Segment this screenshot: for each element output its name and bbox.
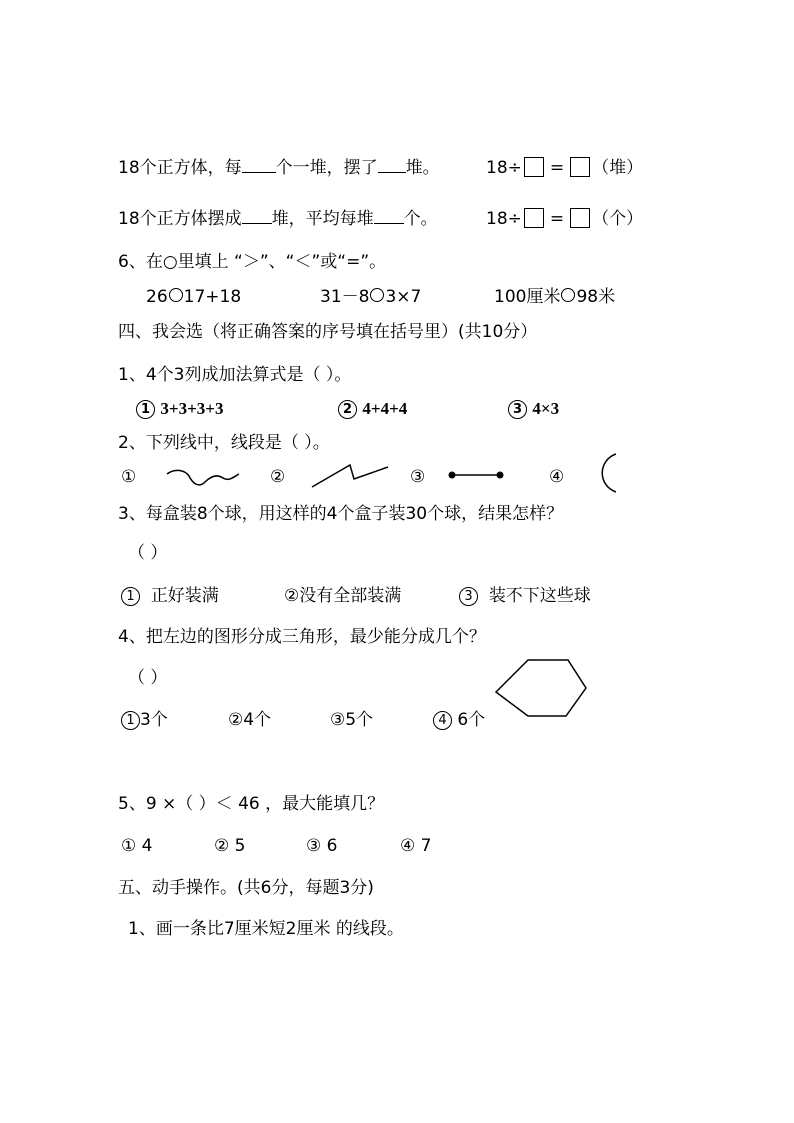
curve-line-figure [165,468,240,492]
s4-q1-stem: 1、4个3列成加法算式是（ ）。 [118,365,352,385]
option-text: 装不下这些球 [488,586,591,606]
left-expr: 100厘米 [494,287,561,307]
s4-q2-option-2[interactable]: ② [270,467,286,487]
option-text: 4×3 [532,399,560,418]
left-expr: 31－8 [320,287,370,307]
text: 个。 [403,209,438,229]
answer-box[interactable] [570,157,590,177]
s4-q4-answer-paren[interactable]: （ ） [128,668,168,688]
option-text: 3+3+3+3 [160,399,224,418]
answer-box[interactable] [570,208,590,228]
option-text: 3个 [140,710,168,730]
text: 堆。 [405,158,440,178]
option-number: 1 [121,587,140,606]
answer-blank[interactable] [374,207,404,224]
division-line-2 [486,207,643,231]
right-expr: 98米 [576,287,616,307]
text: 18÷ [486,158,522,178]
option-text: 6个 [452,710,486,730]
equals: = [549,209,565,229]
compare-item-1 [146,285,241,309]
compare-item-3 [494,285,615,309]
s4-q5-option-2[interactable]: ② 5 [214,836,246,856]
s4-q3-stem: 3、每盒装8个球，用这样的4个盒子装30个球，结果怎样？ [118,504,564,524]
unit: （个） [592,209,644,229]
s4-q5-stem: 5、9 ×（ ）＜ 46 ，最大能填几？ [118,794,385,814]
s4-q4-option-4[interactable] [433,708,485,732]
s4-q2-option-3[interactable]: ③ [410,467,426,487]
s5-q1-stem: 1、画一条比7厘米短2厘米 的线段。 [128,919,404,939]
s4-q2-option-4[interactable]: ④ [549,467,565,487]
s4-q5-option-1[interactable]: ① 4 [121,836,153,856]
s4-q3-answer-paren[interactable]: （ ） [128,543,168,563]
option-text: 正好装满 [150,586,219,606]
text: 18个正方体，每 [118,158,242,178]
answer-blank[interactable] [242,207,272,224]
option-number: 2 [338,400,357,419]
compare-circle[interactable] [561,288,575,302]
s4-q3-option-3[interactable] [459,584,591,608]
compare-circle[interactable] [370,288,384,302]
s4-q4-option-1[interactable] [121,708,168,732]
text: 堆，平均每堆 [271,209,374,229]
s4-q1-option-1[interactable] [136,397,223,421]
option-number: 3 [459,587,478,606]
option-number: 3 [508,400,527,419]
option-text: ②4个 [228,710,272,730]
answer-blank[interactable] [378,156,406,173]
text: 18个正方体摆成 [118,209,242,229]
right-expr: 17+18 [183,287,242,307]
answer-blank[interactable] [242,156,276,173]
s4-q5-option-3[interactable]: ③ 6 [306,836,338,856]
s4-q4-option-3[interactable] [330,708,373,732]
text: 个一堆，摆了 [275,158,378,178]
equals: = [549,158,565,178]
fill-line-2 [118,207,438,231]
answer-box[interactable] [524,208,544,228]
s4-q3-option-1[interactable] [121,584,219,608]
hexagon-figure [494,658,590,720]
section-5-title: 五、动手操作。(共6分，每题3分) [118,878,374,898]
s4-q2-option-1[interactable]: ① [121,467,137,487]
q6-title: 6、在○里填上 “＞”、“＜”或“=”。 [118,252,387,272]
option-number: 1 [136,400,155,419]
left-expr: 26 [146,287,168,307]
fill-line-1 [118,156,440,180]
section-4-title: 四、我会选（将正确答案的序号填在括号里）(共10分） [118,322,538,342]
answer-box[interactable] [524,157,544,177]
broken-line-figure [310,463,390,489]
compare-circle[interactable] [169,288,183,302]
unit: （堆） [592,158,644,178]
s4-q1-option-2[interactable] [338,397,407,421]
s4-q5-option-4[interactable]: ④ 7 [400,836,432,856]
option-number: 4 [433,711,452,730]
option-text: ③5个 [330,710,374,730]
option-number: 1 [121,711,140,730]
compare-item-2 [320,285,421,309]
s4-q1-option-3[interactable] [508,397,559,421]
s4-q2-stem: 2、下列线中，线段是（ ）。 [118,433,330,453]
right-expr: 3×7 [385,287,422,307]
s4-q3-option-2[interactable] [284,584,401,608]
s4-q4-option-2[interactable] [228,708,271,732]
s4-q4-stem: 4、把左边的图形分成三角形，最少能分成几个？ [118,627,486,647]
line-segment-figure [448,468,506,482]
arc-figure [596,452,618,494]
option-text: 4+4+4 [362,399,408,418]
text: 18÷ [486,209,522,229]
division-line-1 [486,156,643,180]
option-text: ②没有全部装满 [284,586,402,606]
